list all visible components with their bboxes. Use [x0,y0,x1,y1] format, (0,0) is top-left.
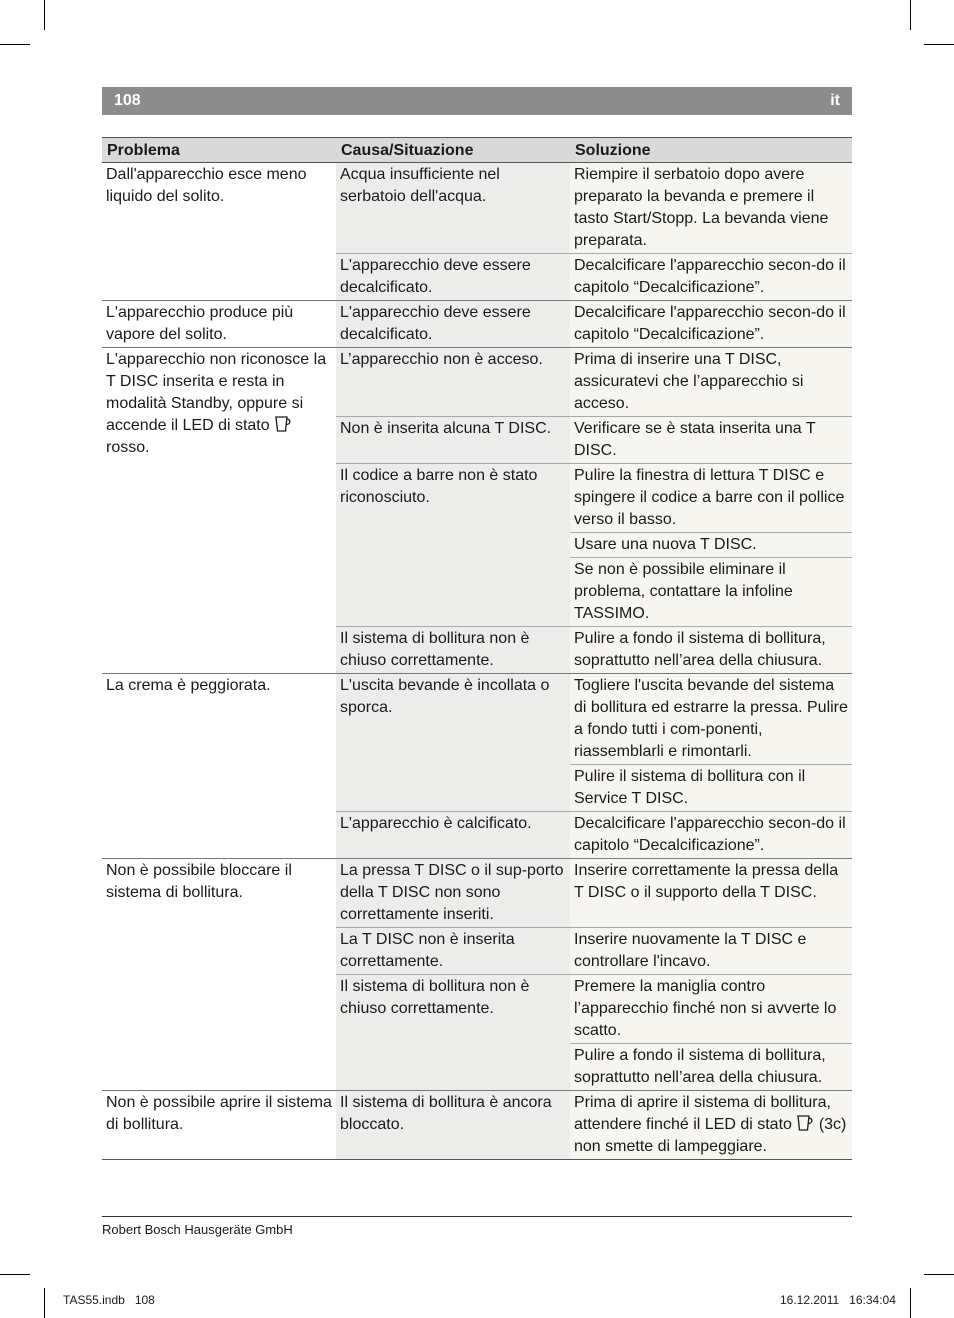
solution-cell: Premere la maniglia contro l’apparecchio finché non si avverte lo scatto. [570,975,852,1044]
cause-cell: Acqua insufficiente nel serbatoio dell'acqua. [336,163,570,254]
crop-mark [910,1288,911,1318]
solution-text: Prima di aprire il sistema di bollitura, attendere finché il LED di stato [574,1094,831,1133]
solution-cell [570,1091,852,1160]
table-row [102,301,852,348]
cause-cell: L'apparecchio è calcificato. [336,812,570,859]
language-code: it [830,92,840,109]
table-header-row [102,138,852,163]
column-header-cause: Causa/Situazione [336,138,570,163]
crop-mark [44,1288,45,1318]
table-row [102,348,852,417]
crop-mark [0,1274,30,1275]
crop-mark [0,44,30,45]
column-header-problem: Problema [102,138,336,163]
problem-cell [102,348,336,674]
problem-cell [102,859,336,1091]
cause-cell: L'uscita bevande è incollata o sporca. [336,674,570,812]
footer-divider [102,1216,852,1217]
table-row [102,674,852,765]
problem-cell [102,301,336,348]
column-header-solution: Soluzione [570,138,852,163]
solution-cell: Decalcificare l'apparecchio secon-do il capitolo “Decalcificazione”. [570,254,852,301]
problem-text: L'apparecchio non riconosce la T DISC inserita e resta in modalità Standby, oppure si accende il LED di stato [106,351,327,434]
solution-cell: Pulire la finestra di lettura T DISC e spingere il codice a barre con il pollice verso il basso. [570,464,852,533]
solution-cell: Prima di inserire una T DISC, assicuratevi che l’apparecchio si acceso. [570,348,852,417]
footer-company: Robert Bosch Hausgeräte GmbH [102,1222,293,1237]
solution-text-after-icon: (3c) non smette di lampeggiare. [574,1116,847,1155]
solution-cell: Pulire a fondo il sistema di bollitura, soprattutto nell’area della chiusura. [570,1044,852,1091]
problem-text: Non è possibile aprire il sistema di bollitura. [106,1094,332,1133]
problem-text-after-icon: rosso. [106,439,150,456]
solution-cell: Inserire nuovamente la T DISC e controllare l'incavo. [570,928,852,975]
problem-text: Non è possibile bloccare il sistema di bollitura. [106,862,292,901]
troubleshooting-table [102,137,852,1160]
cup-icon [796,1114,814,1132]
problem-cell [102,163,336,301]
cause-cell: L'apparecchio deve essere decalcificato. [336,301,570,348]
solution-cell: Pulire il sistema di bollitura con il Service T DISC. [570,765,852,812]
table-row [102,163,852,254]
file-info: TAS55.indb 108 [63,1293,155,1307]
table-row [102,859,852,928]
solution-cell: Pulire a fondo il sistema di bollitura, soprattutto nell’area della chiusura. [570,627,852,674]
problem-cell [102,1091,336,1160]
crop-mark [924,1274,954,1275]
crop-mark [924,44,954,45]
print-timestamp: 16.12.2011 16:34:04 [780,1293,896,1307]
table-row [102,1091,852,1160]
page-number: 108 [114,92,141,109]
crop-mark [910,0,911,30]
problem-text: L'apparecchio produce più vapore del solito. [106,304,294,343]
problem-text: La crema è peggiorata. [106,677,271,694]
cause-cell: Il sistema di bollitura è ancora bloccato. [336,1091,570,1160]
cause-cell: La pressa T DISC o il sup-porto della T DISC non sono correttamente inseriti. [336,859,570,928]
page-header [102,87,852,115]
cause-cell: L'apparecchio deve essere decalcificato. [336,254,570,301]
solution-cell: Verificare se è stata inserita una T DISC. [570,417,852,464]
cup-icon [274,415,292,433]
solution-cell: Togliere l'uscita bevande del sistema di bollitura ed estrarre la pressa. Pulire a fondo tutti i com-ponenti, riassemblarli e rimontarli. [570,674,852,765]
cause-cell: L’apparecchio non è acceso. [336,348,570,417]
solution-cell: Riempire il serbatoio dopo avere preparato la bevanda e premere il tasto Start/Stopp. La bevanda viene preparata. [570,163,852,254]
solution-cell: Decalcificare l'apparecchio secon-do il capitolo “Decalcificazione”. [570,301,852,348]
solution-cell: Inserire correttamente la pressa della T DISC o il supporto della T DISC. [570,859,852,928]
solution-cell: Se non è possibile eliminare il problema, contattare la infoline TASSIMO. [570,558,852,627]
solution-cell: Decalcificare l'apparecchio secon-do il capitolo “Decalcificazione”. [570,812,852,859]
crop-mark [44,0,45,30]
problem-text: Dall'apparecchio esce meno liquido del solito. [106,166,307,205]
cause-cell: Il sistema di bollitura non è chiuso correttamente. [336,627,570,674]
cause-cell: Non è inserita alcuna T DISC. [336,417,570,464]
cause-cell: La T DISC non è inserita correttamente. [336,928,570,975]
cause-cell: Il sistema di bollitura non è chiuso correttamente. [336,975,570,1091]
problem-cell [102,674,336,859]
cause-cell: Il codice a barre non è stato riconosciuto. [336,464,570,627]
solution-cell: Usare una nuova T DISC. [570,533,852,558]
